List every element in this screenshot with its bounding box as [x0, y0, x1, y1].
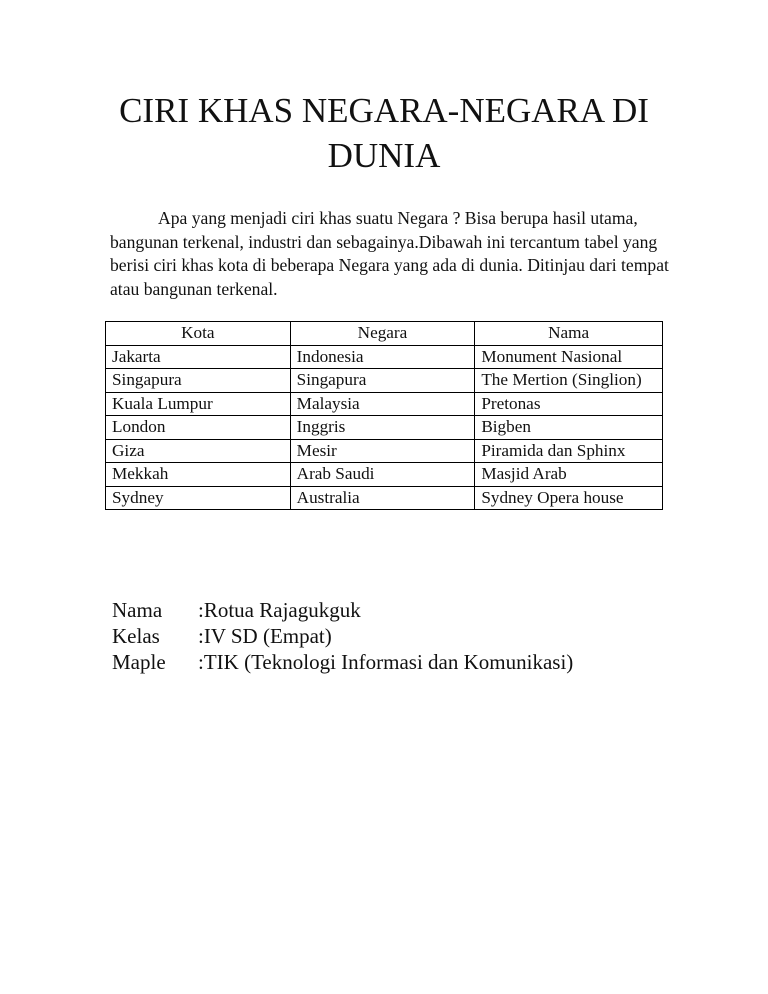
table-row — [106, 416, 663, 440]
cell-negara: Australia — [290, 486, 475, 510]
cell-nama: Piramida dan Sphinx — [475, 439, 663, 463]
identity-row-nama — [112, 597, 573, 623]
cell-nama: Sydney Opera house — [475, 486, 663, 510]
column-header-kota: Kota — [106, 322, 291, 346]
maple-label: Maple — [112, 650, 166, 674]
cell-kota: Sydney — [106, 486, 291, 510]
table-row — [106, 463, 663, 487]
nama-value: :Rotua Rajagukguk — [198, 598, 361, 622]
kelas-value: :IV SD (Empat) — [198, 624, 332, 648]
student-identity — [112, 597, 573, 675]
cell-nama: Pretonas — [475, 392, 663, 416]
intro-paragraph: Apa yang menjadi ciri khas suatu Negara ? Bisa berupa hasil utama, bangunan terkenal, industri dan sebagainya.Dibawah ini tercantum tabel yang berisi ciri khas kota di beberapa Negara yang ada di dunia. Ditinjau dari tempat atau bangunan terkenal. — [110, 208, 669, 299]
identity-row-maple — [112, 649, 573, 675]
cell-kota: Jakarta — [106, 345, 291, 369]
cell-nama: The Mertion (Singlion) — [475, 369, 663, 393]
table-row — [106, 345, 663, 369]
maple-value: :TIK (Teknologi Informasi dan Komunikasi) — [198, 650, 574, 674]
cell-kota: London — [106, 416, 291, 440]
kelas-label: Kelas — [112, 624, 160, 648]
cell-negara: Inggris — [290, 416, 475, 440]
cell-kota: Giza — [106, 439, 291, 463]
cell-kota: Kuala Lumpur — [106, 392, 291, 416]
cell-negara: Indonesia — [290, 345, 475, 369]
column-header-negara: Negara — [290, 322, 475, 346]
cell-negara: Malaysia — [290, 392, 475, 416]
table-row — [106, 392, 663, 416]
cell-kota: Singapura — [106, 369, 291, 393]
cell-negara: Arab Saudi — [290, 463, 475, 487]
cell-nama: Masjid Arab — [475, 463, 663, 487]
document-title: CIRI KHAS NEGARA-NEGARA DI DUNIA — [119, 91, 649, 175]
cell-negara: Mesir — [290, 439, 475, 463]
column-header-nama: Nama — [475, 322, 663, 346]
identity-row-kelas — [112, 623, 573, 649]
cell-negara: Singapura — [290, 369, 475, 393]
nama-label: Nama — [112, 598, 163, 622]
cell-nama: Bigben — [475, 416, 663, 440]
table-row — [106, 369, 663, 393]
table-row — [106, 439, 663, 463]
cell-nama: Monument Nasional — [475, 345, 663, 369]
cell-kota: Mekkah — [106, 463, 291, 487]
table-row — [106, 486, 663, 510]
table-header-row — [106, 322, 663, 346]
city-landmark-table — [105, 321, 663, 510]
